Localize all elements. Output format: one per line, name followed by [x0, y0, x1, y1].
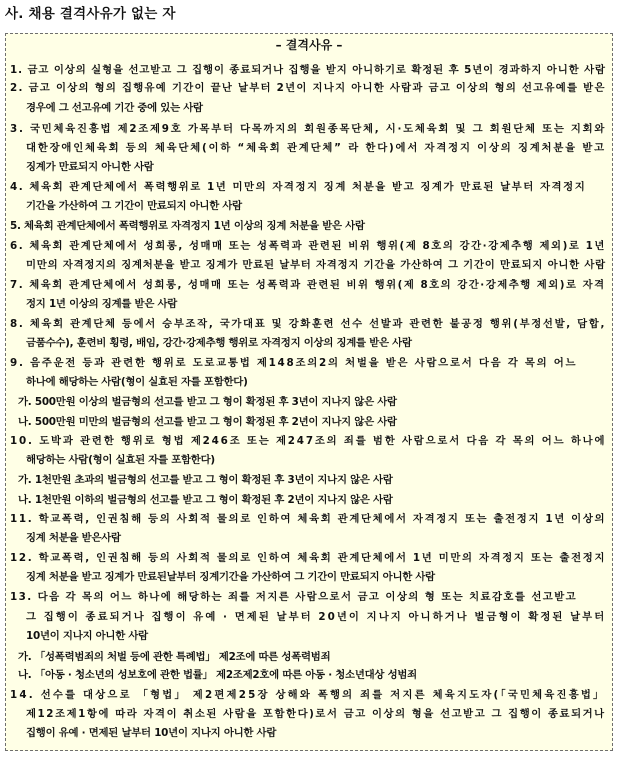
list-line: 5. 체육회 관계단체에서 폭력행위로 자격정지 1년 이상의 징계 처분을 받은 사람 — [10, 220, 365, 232]
list-line: 징계 처분을 받은사람 — [26, 532, 121, 544]
section-title: 사. 채용 결격사유가 없는 자 — [5, 6, 176, 22]
disqualification-box — [5, 33, 613, 751]
list-line: 나. 1천만원 이하의 벌금형의 선고를 받고 그 형이 확정된 후 2년이 지나지 않은 사람 — [18, 494, 393, 506]
list-line: 금품수수), 훈련비 횡령, 배임, 강간·강제추행 행위로 자격정지 이상의 징계를 받은 사람 — [26, 337, 412, 349]
list-line: 집행이 유예 · 면제된 날부터 10년이 지나지 아니한 사람 — [26, 727, 277, 739]
list-line: 대한장애인체육회 등의 체육단체(이하 “체육회 관계단체” 라 한다)에서 자격정지 이상의 징계처분을 받고 — [26, 142, 606, 154]
list-line: 1. 금고 이상의 실형을 선고받고 그 집행이 종료되거나 집행을 받지 아니하기로 확정된 후 5년이 경과하지 아니한 사람 — [10, 64, 606, 76]
list-line: 나. 500만원 미만의 벌금형의 선고를 받고 그 형이 확정된 후 2년이 지나지 않은 사람 — [18, 416, 397, 428]
list-line: 하나에 해당하는 사람(형이 실효된 자를 포함한다) — [26, 376, 248, 388]
list-line: 그 집행이 종료되거나 집행이 유예 · 면제된 날부터 20년이 지나지 아니하거나 벌금형이 확정된 날부터 — [26, 611, 607, 623]
list-line: 제12조제1항에 따라 자격이 취소된 사람을 포함한다)로서 금고 이상의 형을 선고받고 그 집행이 종료되거나 — [26, 708, 606, 720]
box-title: – 결격사유 – — [275, 38, 343, 52]
list-line: 가. 1천만원 초과의 벌금형의 선고를 받고 그 형이 확정된 후 3년이 지나지 않은 사람 — [18, 474, 393, 486]
list-line: 정지 1년 이상의 징계를 받은 사람 — [26, 298, 178, 310]
list-line: 징계 처분을 받고 징계가 만료된날부터 징계기간을 가산하여 그 기간이 만료되지 아니한 사람 — [26, 571, 435, 583]
list-line: 4. 체육회 관계단체에서 폭력행위로 1년 미만의 자격정지 징계 처분을 받고 징계가 만료된 날부터 자격정지 — [10, 181, 587, 193]
list-line: 2. 금고 이상의 형의 집행유예 기간이 끝난 날부터 2년이 지나지 아니한 사람과 금고 이상의 형의 선고유예를 받은 — [10, 82, 606, 94]
list-line: 10년이 지나지 아니한 사람 — [26, 630, 148, 642]
list-line: 10. 도박과 관련한 행위로 형법 제246조 또는 제247조의 죄를 범한 사람으로서 다음 각 목의 어느 하나에 — [10, 435, 607, 447]
list-line: 가. 500만원 이상의 벌금형의 선고를 받고 그 형이 확정된 후 3년이 지나지 않은 사람 — [18, 396, 397, 408]
list-line: 3. 국민체육진흥법 제2조제9호 가목부터 다목까지의 회원종목단체, 시·도체육회 및 그 회원단체 또는 지회와 — [10, 123, 607, 135]
list-line: 나. 「아동 · 청소년의 성보호에 관한 법률」 제2조제2호에 따른 아동 · 청소년대상 성범죄 — [18, 669, 417, 681]
list-line: 기간을 가산하여 그 기간이 만료되지 아니한 사람 — [26, 200, 242, 212]
list-line: 미만의 자격정지의 징계처분을 받고 징계가 만료된 날부터 자격정지 기간을 가산하여 그 기간이 만료되지 아니한 사람 — [26, 259, 606, 271]
list-line: 가. 「성폭력범죄의 처벌 등에 관한 특례법」 제2조에 따른 성폭력범죄 — [18, 651, 331, 663]
list-line: 11. 학교폭력, 인권침해 등의 사회적 물의로 인하여 체육회 관계단체에서 자격정지 또는 출전정지 1년 이상의 — [10, 513, 607, 525]
list-line: 7. 체육회 관계단체에서 성희롱, 성매매 또는 성폭력과 관련된 비위 행위(제 8호의 강간·강제추행 제외)로 자격 — [10, 279, 606, 291]
list-line: 8. 체육회 관계단체 등에서 승부조작, 국가대표 및 강화훈련 선수 선발과 관련한 불공정 행위(부정선발, 담합, — [10, 318, 607, 330]
list-line: 13. 다음 각 목의 어느 하나에 해당하는 죄를 저지른 사람으로서 금고 이상의 형 또는 치료감호를 선고받고 — [10, 591, 578, 603]
list-line: 9. 음주운전 등과 관련한 행위로 도로교통법 제148조의2의 처벌을 받은 사람으로서 다음 각 목의 어느 — [10, 357, 578, 369]
list-line: 12. 학교폭력, 인권침해 등의 사회적 물의로 인하여 체육회 관계단체에서 1년 미만의 자격정지 또는 출전정지 — [10, 552, 607, 564]
list-line: 6. 체육회 관계단체에서 성희롱, 성매매 또는 성폭력과 관련된 비위 행위(제 8호의 강간·강제추행 제외)로 1년 — [10, 240, 606, 252]
list-line: 경우에 그 선고유예 기간 중에 있는 사람 — [26, 102, 203, 114]
list-line: 징계가 만료되지 아니한 사람 — [26, 161, 154, 173]
list-line: 14. 선수를 대상으로 「형법」 제2편제25장 상해와 폭행의 죄를 저지른 체육지도자(「국민체육진흥법」 — [10, 689, 606, 701]
list-line: 해당하는 사람(형이 실효된 자를 포함한다) — [26, 454, 215, 466]
